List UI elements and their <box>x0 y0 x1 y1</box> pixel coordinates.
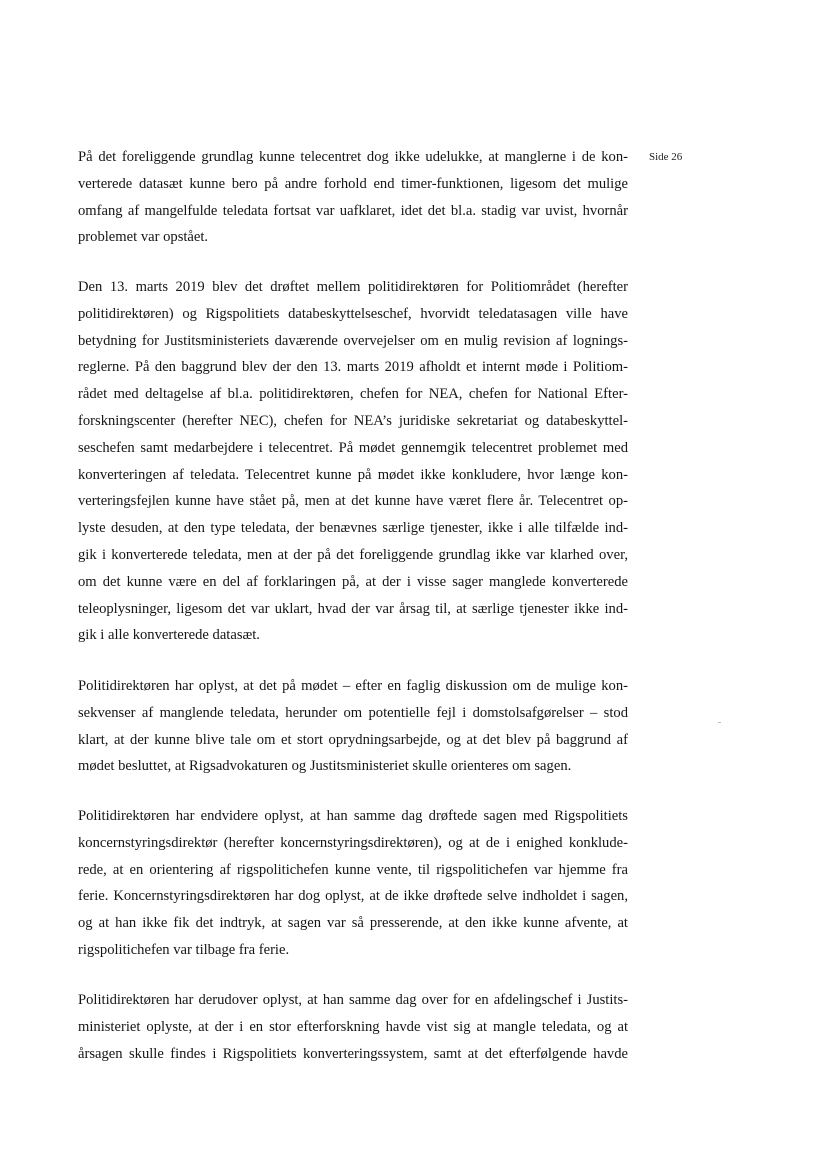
text-line: Politidirektøren har oplyst, at det på mødet – efter en faglig diskussion om de mulige kon- <box>78 678 628 694</box>
text-line: På det foreliggende grundlag kunne telecentret dog ikke udelukke, at manglerne i de kon- <box>78 149 628 165</box>
text-line: klart, at der kunne blive tale om et stort oprydningsarbejde, og at det blev på baggrund af <box>78 731 628 748</box>
text-line: rådet med deltagelse af bl.a. politidirektøren, chefen for NEA, chefen for National Efter- <box>78 386 628 403</box>
text-line: forskningscenter (herefter NEC), chefen for NEA’s juridiske sekretariat og databeskyttel- <box>78 412 628 429</box>
text-line: om det kunne være en del af forklaringen på, at der i visse sager manglede konverterede <box>78 573 628 590</box>
text-line: gik i alle konverterede datasæt. <box>78 627 260 644</box>
paragraph <box>78 274 628 649</box>
paragraph <box>78 673 628 780</box>
text-line: Den 13. marts 2019 blev det drøftet mellem politidirektøren for Politiområdet (herefter <box>78 279 628 295</box>
text-line: koncernstyringsdirektør (herefter koncernstyringsdirektøren), og at de i enighed konklude- <box>78 834 628 851</box>
paragraph <box>78 803 628 964</box>
text-line: rigspolitichefen var tilbage fra ferie. <box>78 941 290 958</box>
text-line: Politidirektøren har derudover oplyst, at han samme dag over for en afdelingschef i Justits- <box>78 992 628 1008</box>
text-line: mødet besluttet, at Rigsadvokaturen og Justitsministeriet skulle orienteres om sagen. <box>78 758 572 775</box>
paragraph <box>78 144 628 251</box>
text-line: teleoplysninger, ligesom det var uklart, hvad der var årsag til, at særlige tjenester ikke ind- <box>78 600 628 617</box>
text-line: og at han ikke fik det indtryk, at sagen var så presserende, at den ikke kunne afvente, at <box>78 915 628 932</box>
text-line: ferie. Koncernstyringsdirektøren har dog oplyst, at de ikke drøftede selve indholdet i sagen, <box>78 888 628 905</box>
text-line: lyste desuden, at den type teledata, der benævnes særlige tjenester, ikke i alle tilfælde ind- <box>78 520 628 537</box>
text-line: ministeriet oplyste, at der i en stor efterforskning havde vist sig at mangle teledata, og at <box>78 1018 628 1035</box>
page-number: Side 26 <box>649 151 683 163</box>
text-line: verterede datasæt kunne bero på andre forhold end timer-funktionen, ligesom det mulige <box>78 175 628 192</box>
text-line: reglerne. På den baggrund blev der den 13. marts 2019 afholdt et internt møde i Politiom- <box>78 359 628 376</box>
text-line: gik i konverterede teledata, men at der på det foreliggende grundlag ikke var klarhed over, <box>78 546 628 563</box>
text-line: rede, at en orientering af rigspolitichefen kunne vente, til rigspolitichefen var hjemme fra <box>78 861 628 878</box>
text-line: politidirektøren) og Rigspolitiets databeskyttelseschef, hvorvidt teledatasagen ville have <box>78 305 628 322</box>
scan-speck <box>718 722 721 723</box>
text-line: omfang af mangelfulde teledata fortsat var uafklaret, idet det bl.a. stadig var uvist, hvornår <box>78 202 628 219</box>
text-line: årsagen skulle findes i Rigspolitiets konverteringssystem, samt at det efterfølgende havde <box>78 1045 628 1062</box>
text-line: seschefen samt medarbejdere i telecentret. På mødet gennemgik telecentret problemet med <box>78 439 628 456</box>
text-line: Politidirektøren har endvidere oplyst, at han samme dag drøftede sagen med Rigspolitiets <box>78 808 628 824</box>
text-line: problemet var opstået. <box>78 229 209 246</box>
paragraph <box>78 987 628 1067</box>
text-line: verteringsfejlen kunne have stået på, men at det kunne have været flere år. Telecentret op- <box>78 493 628 510</box>
text-line: sekvenser af manglende teledata, herunder om potentielle fejl i domstolsafgørelser – stod <box>78 704 628 721</box>
text-line: konverteringen af teledata. Telecentret kunne på mødet ikke konkludere, hvor længe kon- <box>78 466 628 483</box>
text-line: betydning for Justitsministeriets daværende overvejelser om en mulig revision af lognings- <box>78 332 628 349</box>
